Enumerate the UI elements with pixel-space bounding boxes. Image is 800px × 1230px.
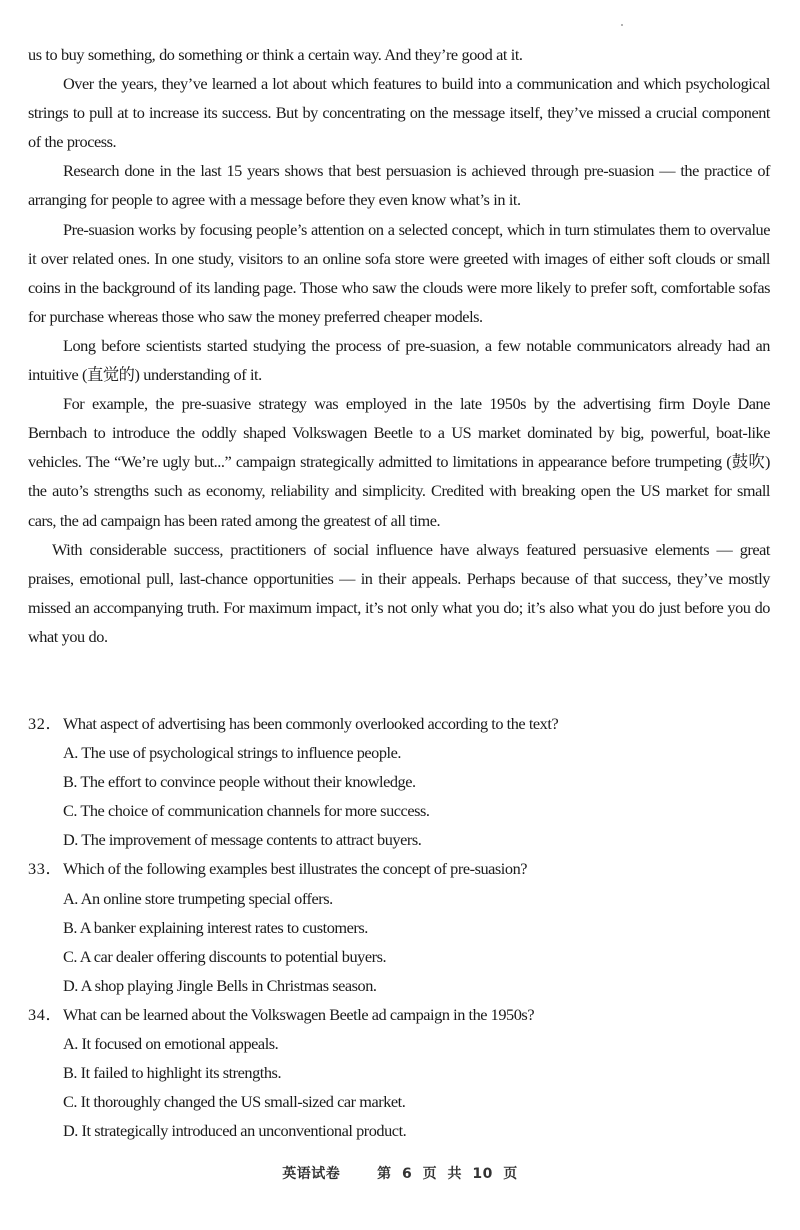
question-stem [28,709,770,738]
question-number: 32． [28,714,63,733]
passage-paragraph-6: For example, the pre-suasive strategy was employed in the late 1950s by the advertising firm Doyle Dane Bernbach to introduce the oddly shaped Volkswagen Beetle to a US market dominated by big, powerful, boat-like vehicles. The “We’re ugly but...” campaign strategically admitted to limitations in appearance before trumpeting (鼓吹) the auto’s strengths such as economy, reliability and simplicity. Credited with breaking open the US market for small cars, the ad campaign has been rated among the greatest of all time. [28,394,770,530]
option-a[interactable]: A. An online store trumpeting special offers. [63,888,333,908]
option-c[interactable]: C. The choice of communication channels for more success. [63,801,430,821]
passage-paragraph-4: Pre-suasion works by focusing people’s attention on a selected concept, which in turn stimulates them to overvalue it over related ones. In one study, visitors to an online sofa store were greeted with images of either soft clouds or small coins in the background of its landing page. Those who saw the clouds were more likely to prefer soft, comfortable sofas for purchase whereas those who saw the money preferred cheaper models. [28,219,770,326]
passage-paragraph-2: Over the years, they’ve learned a lot about which features to build into a communication and which psychological strings to pull at to increase its success. But by concentrating on the message itself, they’ve missed a crucial component of the process. [28,74,770,152]
question-text: Which of the following examples best illustrates the concept of pre-suasion? [63,859,528,879]
question-stem [28,1000,770,1029]
scan-speck [621,24,623,26]
question-number: 34． [28,1004,63,1024]
question-32 [28,709,770,854]
question-34 [28,1000,770,1145]
question-text: What can be learned about the Volkswagen Beetle ad campaign in the 1950s? [63,1004,535,1024]
page-number: 第 6 页 共 10 页 [377,1166,518,1182]
question-text: What aspect of advertising has been commonly overlooked according to the text? [63,714,559,733]
passage-paragraph-1: us to buy something, do something or think a certain way. And they’re good at it. [28,45,523,64]
question-list [28,709,770,1145]
question-33 [28,854,770,999]
question-number: 33． [28,859,63,879]
answer-options [28,884,770,1000]
page-footer [0,1163,800,1183]
answer-options [28,1029,770,1145]
option-b[interactable]: B. It failed to highlight its strengths. [63,1063,282,1083]
option-d[interactable]: D. A shop playing Jingle Bells in Christmas season. [63,975,377,995]
question-stem [28,854,770,883]
option-d[interactable]: D. The improvement of message contents to attract buyers. [63,830,422,850]
option-a[interactable]: A. It focused on emotional appeals. [63,1034,279,1054]
reading-passage [28,40,770,651]
option-b[interactable]: B. The effort to convince people without their knowledge. [63,772,416,792]
option-c[interactable]: C. A car dealer offering discounts to potential buyers. [63,946,387,966]
passage-paragraph-3: Research done in the last 15 years shows that best persuasion is achieved through pre-suasion — the practice of arranging for people to agree with a message before they even know what’s in it. [28,161,770,210]
option-a[interactable]: A. The use of psychological strings to influence people. [63,743,402,763]
passage-paragraph-7: With considerable success, practitioners of social influence have always featured persuasive elements — great praises, emotional pull, last-chance opportunities — in their appeals. Perhaps because of that success, they’ve mostly missed an accompanying truth. For maximum impact, it’s not only what you do; it’s also what you do just before you do what you do. [28,539,770,646]
option-c[interactable]: C. It thoroughly changed the US small-sized car market. [63,1092,406,1112]
answer-options [28,738,770,854]
exam-subject: 英语试卷 [282,1166,341,1182]
option-d[interactable]: D. It strategically introduced an unconventional product. [63,1121,407,1141]
option-b[interactable]: B. A banker explaining interest rates to customers. [63,917,368,937]
passage-paragraph-5: Long before scientists started studying the process of pre-suasion, a few notable communicators already had an intuitive (直觉的) understanding of it. [28,335,770,385]
